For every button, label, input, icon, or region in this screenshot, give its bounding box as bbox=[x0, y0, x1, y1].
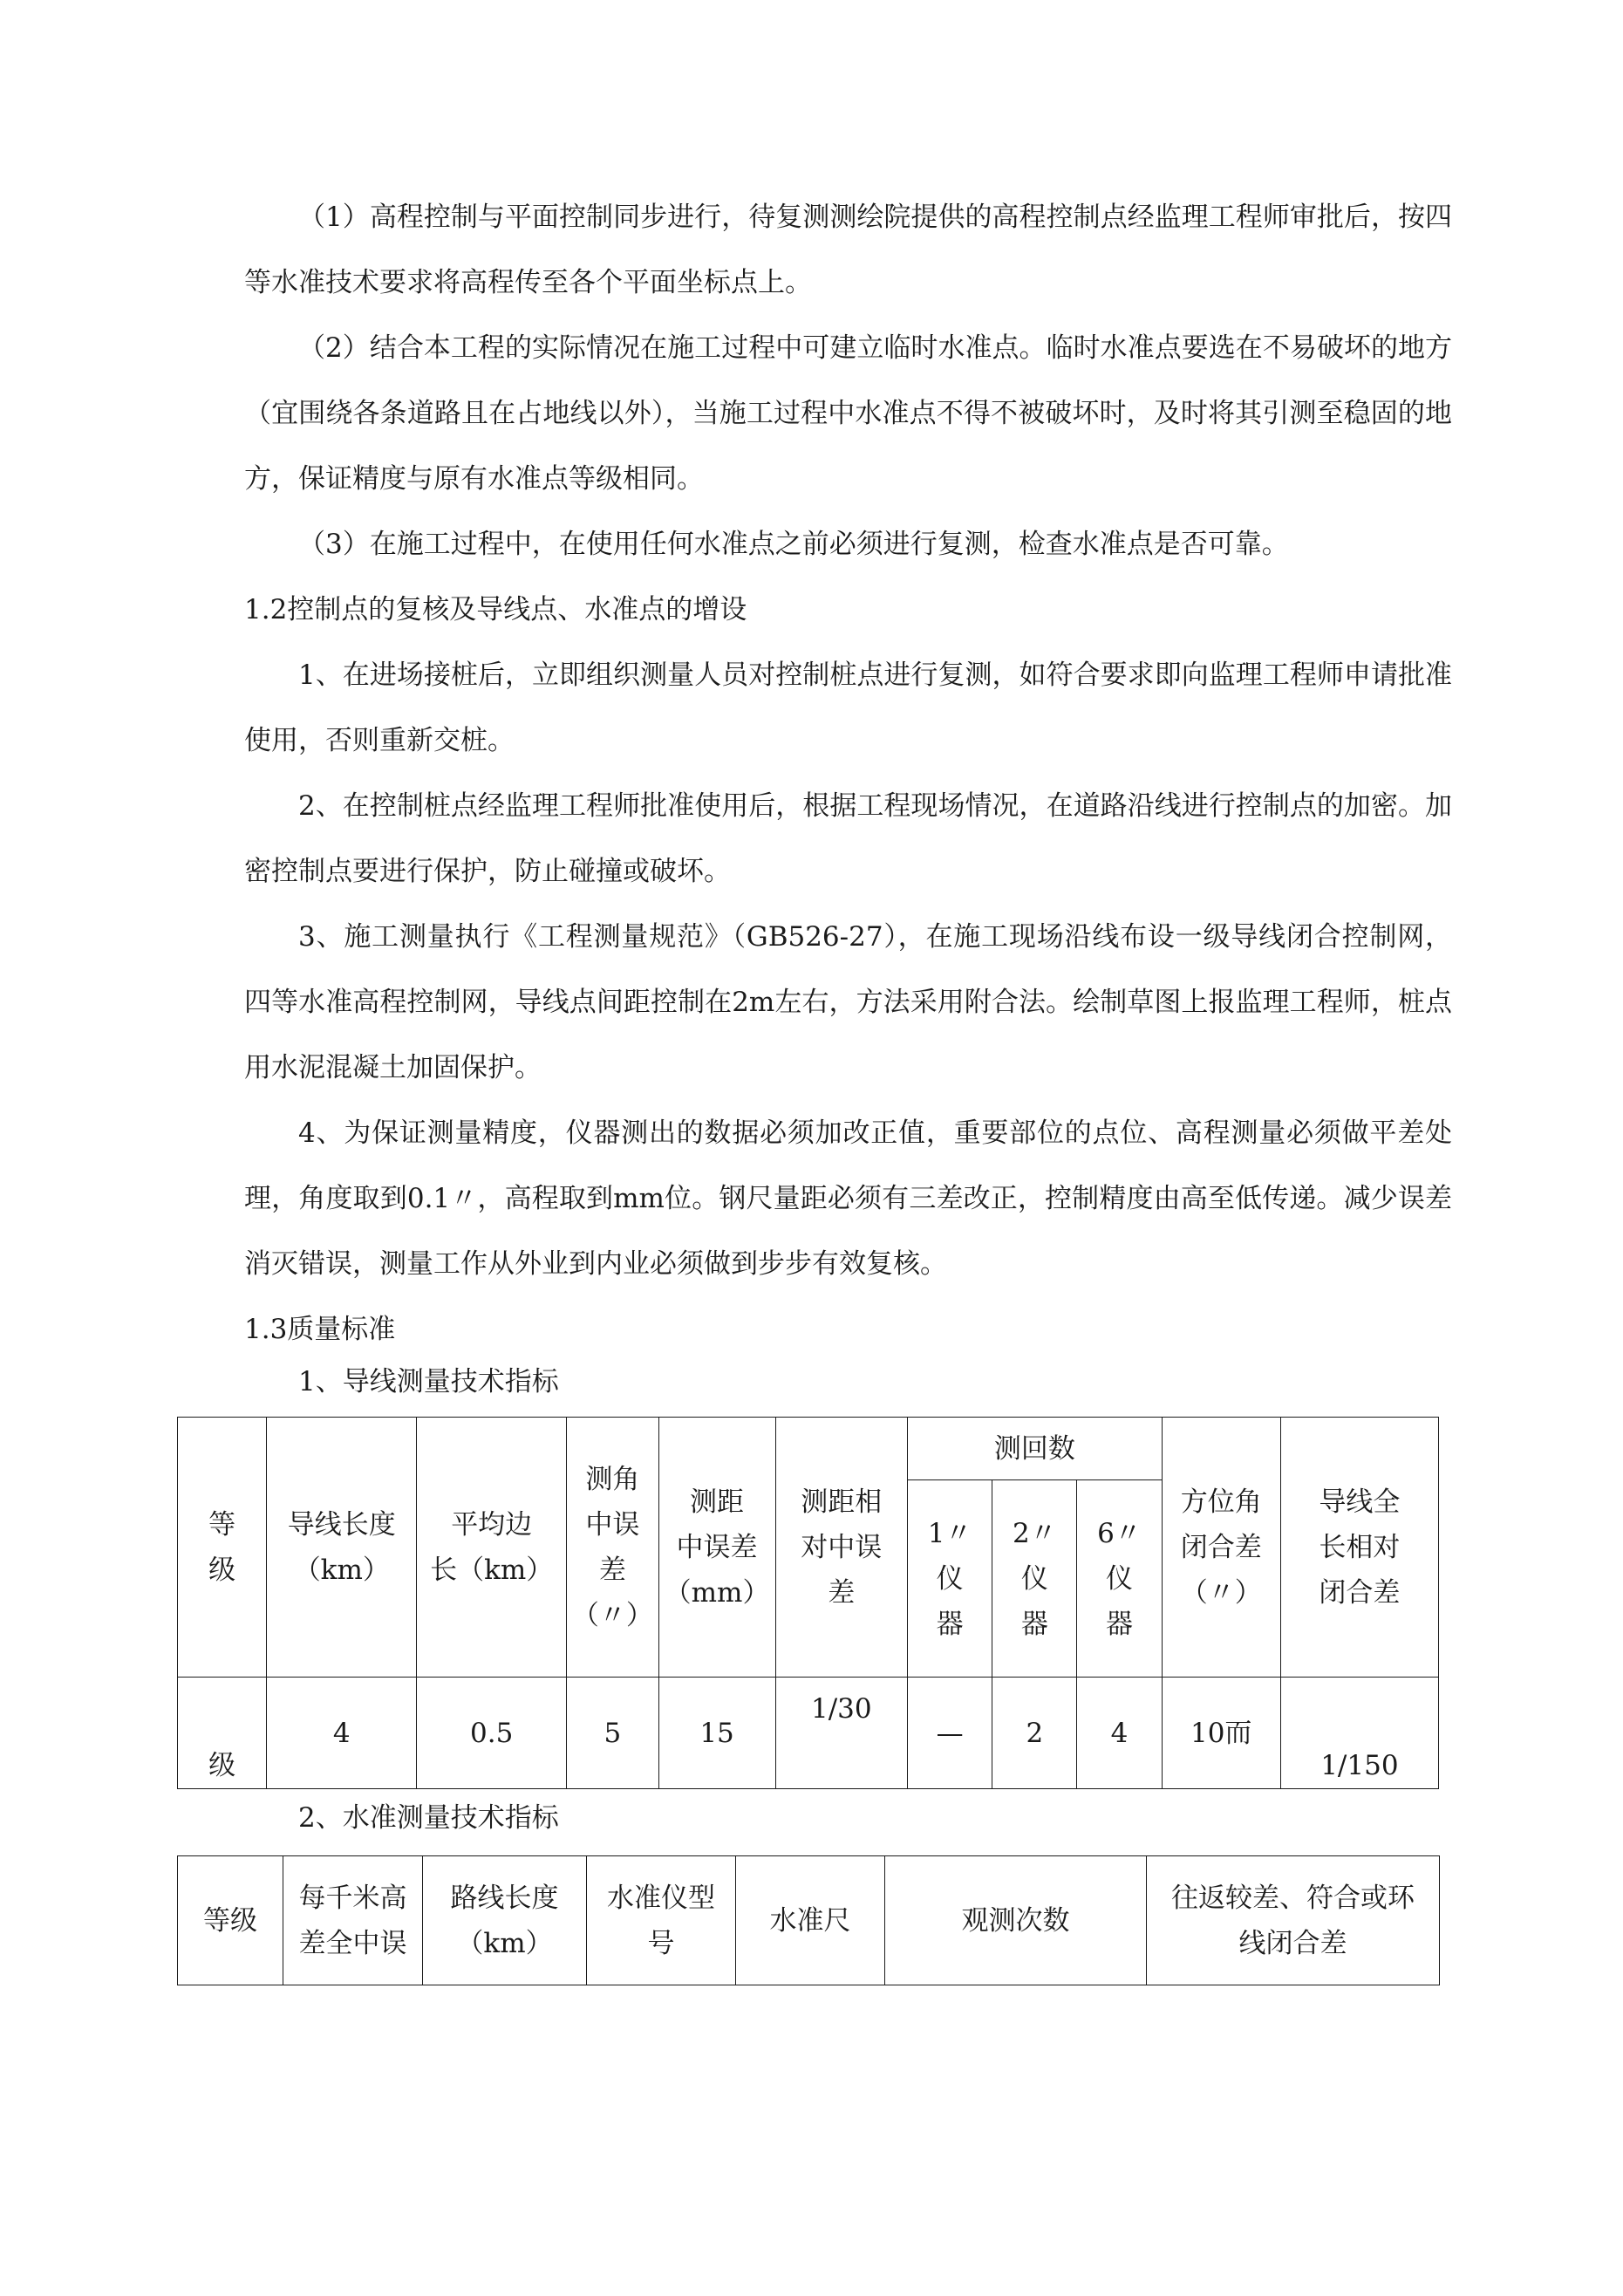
cell-full-closure: 1/150 bbox=[1280, 1678, 1438, 1789]
cell-distance-error: 15 bbox=[658, 1678, 775, 1789]
header-route-length: 路线长度 （km） bbox=[423, 1856, 587, 1985]
cell-avg-side: 0.5 bbox=[417, 1678, 567, 1789]
cell-length: 4 bbox=[267, 1678, 417, 1789]
paragraph-2: （2）结合本工程的实际情况在施工过程中可建立临时水准点。临时水准点要选在不易破坏的地方（宜围绕各条道路且在占地线以外），当施工过程中水准点不得不被破坏时，及时将其引测至稳固的地方，保证精度与原有水准点等级相同。 bbox=[244, 332, 1452, 495]
cell-instrument-1: — bbox=[908, 1678, 992, 1789]
header-closure-difference: 往返较差、符合或环 线闭合差 bbox=[1147, 1856, 1440, 1985]
header-grade: 等级 bbox=[178, 1856, 283, 1985]
header-length: 导线长度 （km） bbox=[267, 1418, 417, 1678]
paragraph-4: 1、在进场接桩后，立即组织测量人员对控制桩点进行复测，如符合要求即向监理工程师申请批准使用，否则重新交桩。 bbox=[244, 659, 1452, 756]
header-observation-count: 观测次数 bbox=[885, 1856, 1147, 1985]
subheading-traverse: 1、导线测量技术指标 bbox=[298, 1366, 559, 1397]
paragraph-6: 3、施工测量执行《工程测量规范》（GB526-27），在施工现场沿线布设一级导线闭合控制网，四等水准高程控制网，导线点间距控制在2m左右，方法采用附合法。绘制草图上报监理工程师，桩点用水泥混凝土加固保护。 bbox=[244, 921, 1452, 1083]
header-instrument-1: 1〃 仪 器 bbox=[908, 1480, 992, 1678]
cell-instrument-2: 2 bbox=[992, 1678, 1077, 1789]
header-level-rod: 水准尺 bbox=[736, 1856, 885, 1985]
header-per-km-error: 每千米高 差全中误 bbox=[283, 1856, 423, 1985]
header-full-closure: 导线全 长相对 闭合差 bbox=[1280, 1418, 1438, 1678]
cell-instrument-6: 4 bbox=[1077, 1678, 1162, 1789]
cell-azimuth-closure: 10而 bbox=[1162, 1678, 1280, 1789]
section-heading-1-2: 1.2控制点的复核及导线点、水准点的增设 bbox=[244, 594, 747, 625]
cell-angle-error: 5 bbox=[567, 1678, 658, 1789]
header-relative-error: 测距相 对中误 差 bbox=[775, 1418, 907, 1678]
section-heading-1-3: 1.3质量标准 bbox=[244, 1314, 396, 1345]
leveling-spec-table bbox=[177, 1855, 1440, 1985]
cell-relative-error: 1/30 bbox=[775, 1678, 907, 1789]
header-instrument-6: 6〃 仪 器 bbox=[1077, 1480, 1162, 1678]
header-grade: 等 级 bbox=[178, 1418, 267, 1678]
header-level-model: 水准仪型 号 bbox=[587, 1856, 736, 1985]
traverse-spec-table bbox=[177, 1417, 1439, 1789]
header-angle-error: 测角 中误 差 （〃） bbox=[567, 1418, 658, 1678]
header-azimuth-closure: 方位角 闭合差 （〃） bbox=[1162, 1418, 1280, 1678]
cell-grade: 级 bbox=[178, 1678, 267, 1789]
paragraph-7: 4、为保证测量精度，仪器测出的数据必须加改正值，重要部位的点位、高程测量必须做平差处理，角度取到0.1〃，高程取到mm位。钢尺量距必须有三差改正，控制精度由高至低传递。减少误差消灭错误，测量工作从外业到内业必须做到步步有效复核。 bbox=[244, 1117, 1452, 1280]
header-distance-error: 测距 中误差 （mm） bbox=[658, 1418, 775, 1678]
paragraph-1: （1）高程控制与平面控制同步进行，待复测测绘院提供的高程控制点经监理工程师审批后，按四等水准技术要求将高程传至各个平面坐标点上。 bbox=[244, 202, 1452, 298]
table-row bbox=[178, 1678, 1439, 1789]
subheading-leveling: 2、水准测量技术指标 bbox=[298, 1802, 559, 1834]
paragraph-3: （3）在施工过程中，在使用任何水准点之前必须进行复测，检查水准点是否可靠。 bbox=[298, 529, 1289, 560]
header-rounds: 测回数 bbox=[908, 1418, 1163, 1480]
header-instrument-2: 2〃 仪 器 bbox=[992, 1480, 1077, 1678]
header-avg-side: 平均边 长（km） bbox=[417, 1418, 567, 1678]
paragraph-5: 2、在控制桩点经监理工程师批准使用后，根据工程现场情况，在道路沿线进行控制点的加密。加密控制点要进行保护，防止碰撞或破坏。 bbox=[244, 790, 1452, 887]
